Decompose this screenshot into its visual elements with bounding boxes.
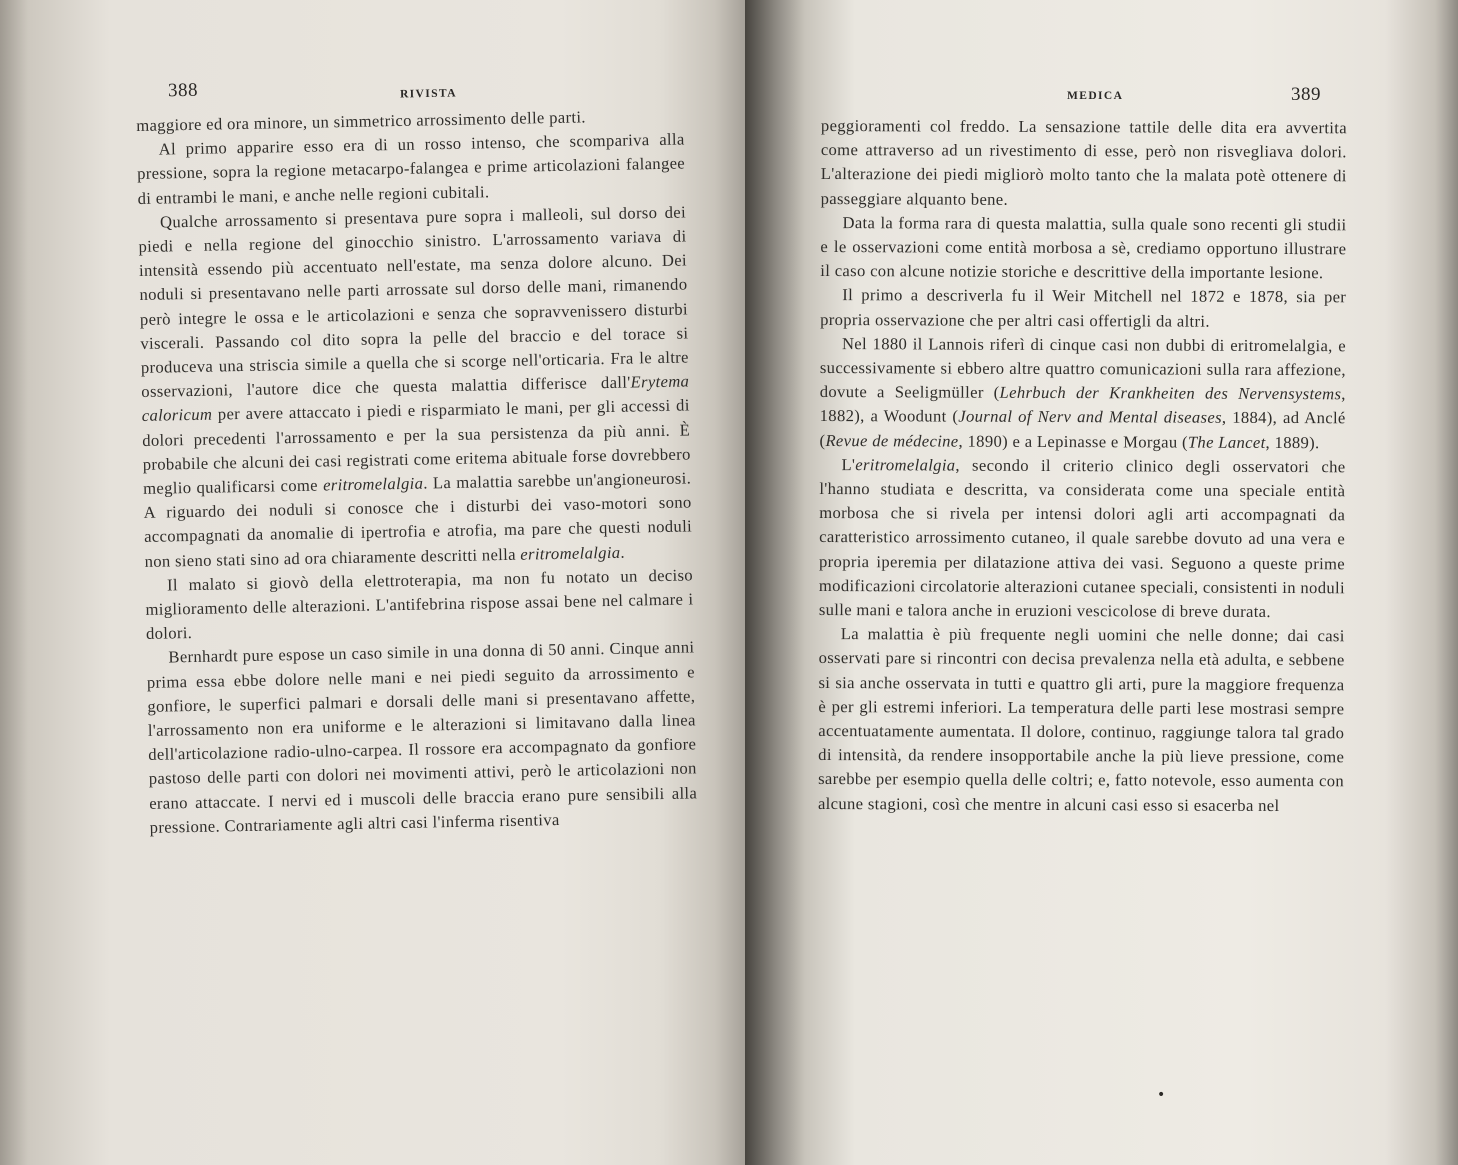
right-page-number: 389 [1291, 84, 1321, 105]
left-running-head: RIVISTA [399, 87, 458, 101]
right-page-body [818, 114, 1347, 818]
paragraph: Data la forma rara di questa malattia, sulla quale sono recenti gli studii e le osservazioni come entità morbosa a sè, crediamo opportuno illustrare il caso con alcune notizie storiche e descrittive della importante lesione. [820, 212, 1347, 283]
text-run: , 1889). [1265, 432, 1320, 452]
text-run: L' [841, 454, 856, 474]
paragraph: peggioramenti col freddo. La sensazione tattile delle dita era avvertita come attraverso ad un rivestimento di esse, però non risvegliava dolori. L'alterazione dei piedi migliorò molto tanto che la malata potè ottenere di passeggiare alquanto bene. [820, 115, 1347, 209]
text-run: Qualche arrossamento si presentava pure sopra i malleoli, sul dorso dei piedi e nella regione del ginocchio sinistro. L'arrossamento variava di intensità essendo più accentuato nell'estate, ma senza dolore alcuno. Dei noduli si presentavano nelle parti arrossate sul dorso delle mani, rimanendo però integre le ossa e le articolazioni e senza che sopravvenissero disturbi viscerali. Passando col dito sopra la pelle del braccio e del torace si produceva una striscia simile a quella che si scorge nell'orticaria. Fra le altre osservazioni, l'autore dice che questa malattia differisce dall' [138, 202, 689, 402]
right-running-head: MEDICA [1067, 90, 1124, 102]
paragraph: maggiore ed ora minore, un simmetrico arrossimento delle parti. [136, 107, 586, 135]
page-ornament: • [1157, 1087, 1166, 1103]
text-run: . La malattia sarebbe un'angioneurosi. A riguardo dei noduli si conosce che i disturbi dei vaso-motori sono accompagnati da anomalie di ipertrofia e atrofia, ma pare che questi noduli non sieno stati sino ad ora chiaramente descritti nella [143, 468, 693, 571]
paragraph: Il primo a descriverla fu il Weir Mitchell nel 1872 e 1878, sia per propria osservazione che per altri casi offertigli da altri. [820, 285, 1347, 331]
text-run: per avere attaccato i piedi e risparmiato le mani, per gli accessi di dolori precedenti l'arrossamento e per la sua persistenza da più anni. È probabile che alcuni dei casi registrati come eritema abituale forse dovrebbero meglio qualificarsi come [142, 395, 691, 498]
citation-title: Journal of Nerv and Mental diseases [958, 407, 1222, 428]
right-page [745, 0, 1458, 1165]
text-run: , 1882), a Woodunt ( [819, 384, 1346, 427]
paragraph [819, 453, 1346, 625]
paragraph [138, 200, 693, 574]
text-run: , 1884), ad Anclé ( [819, 408, 1346, 450]
paragraph: Il malato si giovò della elettroterapia, ma non fu notato un deciso miglioramento delle alterazioni. L'antifebrina rispose assai bene nel calmare i dolori. [145, 565, 694, 644]
paragraph [820, 332, 1347, 455]
left-page-body [136, 103, 698, 839]
text-run: . [620, 542, 626, 562]
italic-term: Erytema caloricum [141, 371, 690, 426]
text-run: , 1890) e a Lepinasse e Morgau ( [958, 431, 1188, 452]
citation-title: The Lancet [1187, 432, 1266, 452]
paragraph: Al primo apparire esso era di un rosso intenso, che scompariva alla pressione, sopra la regione metacarpo-falangea e prime articolazioni falangee di entrambi le mani, e anche nelle regioni cubitali. [136, 129, 686, 208]
italic-term: eritromelalgia [520, 542, 621, 564]
paragraph: La malattia è più frequente negli uomini che nelle donne; dai casi osservati pare si rincontri con decisa prevalenza nella età adulta, e sebbene si sia anche osservata in tutti e quattro gli arti, pure la maggiore frequenza è per gli estremi inferiori. La temperatura delle parti lese mostrasi sempre accentuatamente aumentata. Il dolore, continuo, raggiunge talora tal grado di intensità, da rendere insopportabile anche la più lieve pressione, come sarebbe per esempio quella delle coltri; e, fatto notevole, esso aumenta con alcune stagioni, così che mentre in alcuni casi esso si esacerba nel [817, 624, 1345, 815]
italic-term: eritromelalgia [322, 473, 424, 495]
text-run: Nel 1880 il Lannois riferì di cinque casi non dubbi di eritromelalgia, e successivamente si ebbero altre quattro comunicazioni sulla rara affezione, dovute a Seeligmüller ( [819, 333, 1347, 403]
text-run: , secondo il criterio clinico degli osservatori che l'hanno studiata e descritta, va considerata come una speciale entità morbosa che si rivela per intensi dolori agli arti accompagnati da caratteristico arrossimento cutaneo, il quale sarebbe dovuto ad una vera e propria iperemia per dilatazione attiva dei vasi. Seguono a queste prime modificazioni circolatorie alterazioni cutanee speciali, consistenti in noduli sulle mani e talora anche in eruzioni vescicolose di breve durata. [818, 455, 1346, 622]
citation-title: Lehrbuch der Krankheiten des Nervensystems [999, 383, 1342, 404]
italic-term: eritromelalgia [855, 454, 956, 475]
left-page-number: 388 [167, 79, 199, 102]
paragraph: Bernhardt pure espose un caso simile in una donna di 50 anni. Cinque anni prima essa ebbe dolore nelle mani e nei piedi seguito da arrossimento e gonfiore, le superfici palmari e dorsali delle mani si presentavano affette, l'arrossamento non era uniforme e le alterazioni si limitavano dalla linea dell'articolazione radio-ulno-carpea. Il rossore era accompagnato da gonfiore pastoso delle parti con dolori nei movimenti attivi, però le articolazioni non erano attaccate. I nervi ed i muscoli delle braccia erano pure sensibili alla pressione. Contrariamente agli altri casi l'inferma risentiva [146, 637, 698, 837]
citation-title: Revue de médecine [825, 430, 959, 451]
